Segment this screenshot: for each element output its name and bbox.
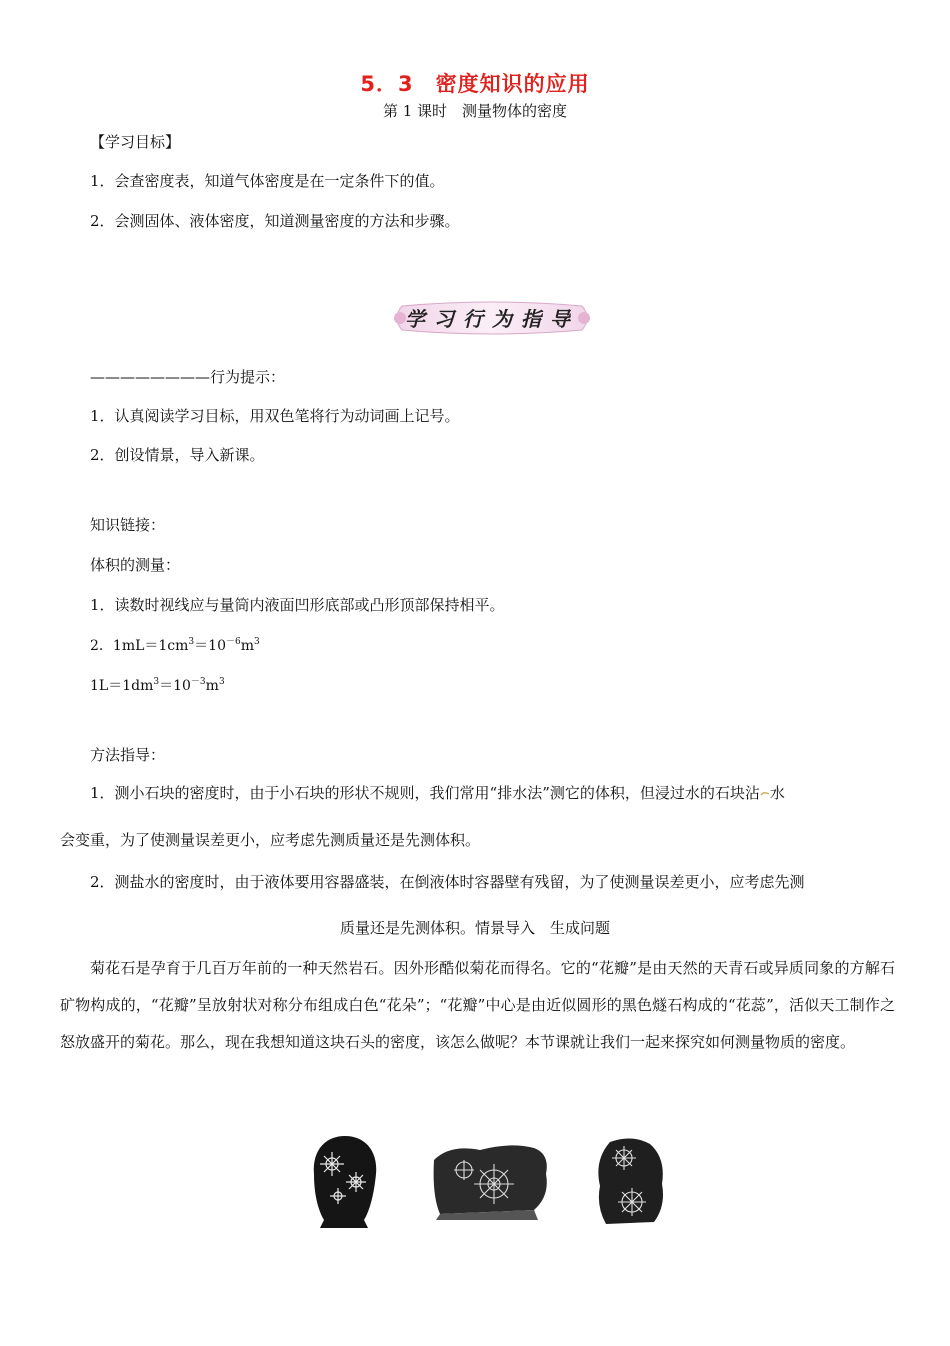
lesson-subtitle: 第 1 课时 测量物体的密度 (382, 102, 568, 120)
unit-equation-1 (90, 634, 260, 655)
chrysanthemum-stone-carving (592, 1136, 668, 1228)
objective-item-2: 2．会测固体、液体密度，知道测量密度的方法和步骤。 (90, 212, 460, 230)
banner-text: 学习行为指导 (405, 307, 579, 331)
knowledge-item-1: 1．读数时视线应与量筒内液面凹形底部或凸形顶部保持相平。 (90, 596, 505, 614)
eq2-unit: m (205, 678, 219, 694)
knowledge-subheading: 体积的测量： (90, 556, 181, 574)
eq1-mid: ＝10 (194, 638, 226, 654)
method-item-2-line-1: 2．测盐水的密度时，由于液体要用容器盛装，在倒液体时容器壁有残留，为了使测量误差更小，应考虑先测 (90, 873, 805, 891)
page-title: 5．3 密度知识的应用 (360, 72, 590, 96)
objectives-heading: 【学习目标】 (90, 133, 181, 151)
method-item-1-end: 水 (769, 784, 785, 802)
margin-mark-icon (760, 784, 770, 802)
unit-equation-2 (90, 674, 225, 695)
method-item-2-line-2: 质量还是先测体积。情景导入 生成问题 (339, 919, 610, 937)
method-heading: 方法指导： (90, 746, 166, 764)
behavior-item-2: 2．创设情景，导入新课。 (90, 446, 265, 464)
eq1-exp3: 3 (254, 637, 260, 647)
behavior-item-1: 1．认真阅读学习目标，用双色笔将行为动词画上记号。 (90, 407, 460, 425)
chrysanthemum-stone-vase (308, 1134, 382, 1230)
intro-paragraph: 菊花石是孕育于几百万年前的一种天然岩石。因外形酷似菊花而得名。它的“花瓣”是由天然的天青石或异质同象的方解石矿物构成的，“花瓣”呈放射状对称分布组成白色“花朵”；“花瓣”中心是由近似圆形的黑色燧石构成的“花蕊”，活似天工制作之怒放盛开的菊花。那么，现在我想知道这块石头的密度，该怎么做呢？本节课就让我们一起来探究如何测量物质的密度。 (60, 959, 895, 1051)
method-item-1-line-2: 会变重，为了使测量误差更小，应考虑先测质量还是先测体积。 (60, 831, 481, 849)
eq2-exp3: 3 (218, 677, 225, 687)
method-item-1-line-1 (90, 782, 785, 803)
eq1-exp1: 3 (188, 637, 195, 647)
eq1-prefix: 2．1mL＝1cm (90, 638, 189, 654)
eq1-exp2: －6 (225, 637, 241, 647)
eq1-unit: m (240, 638, 254, 654)
eq2-exp2: －3 (190, 677, 206, 687)
method-item-1-text: 1．测小石块的密度时，由于小石块的形状不规则，我们常用“排水法”测它的体积，但浸过水的石块沾 (90, 784, 760, 802)
section-banner (392, 300, 592, 336)
eq2-prefix: 1L＝1dm (90, 678, 154, 694)
eq2-exp1: 3 (153, 677, 160, 687)
knowledge-heading: 知识链接： (90, 516, 166, 534)
eq2-mid: ＝10 (159, 678, 191, 694)
chrysanthemum-stone-slab (430, 1140, 552, 1222)
behavior-lead: ————————行为提示： (90, 368, 286, 386)
objective-item-1: 1．会查密度表，知道气体密度是在一定条件下的值。 (90, 172, 445, 190)
